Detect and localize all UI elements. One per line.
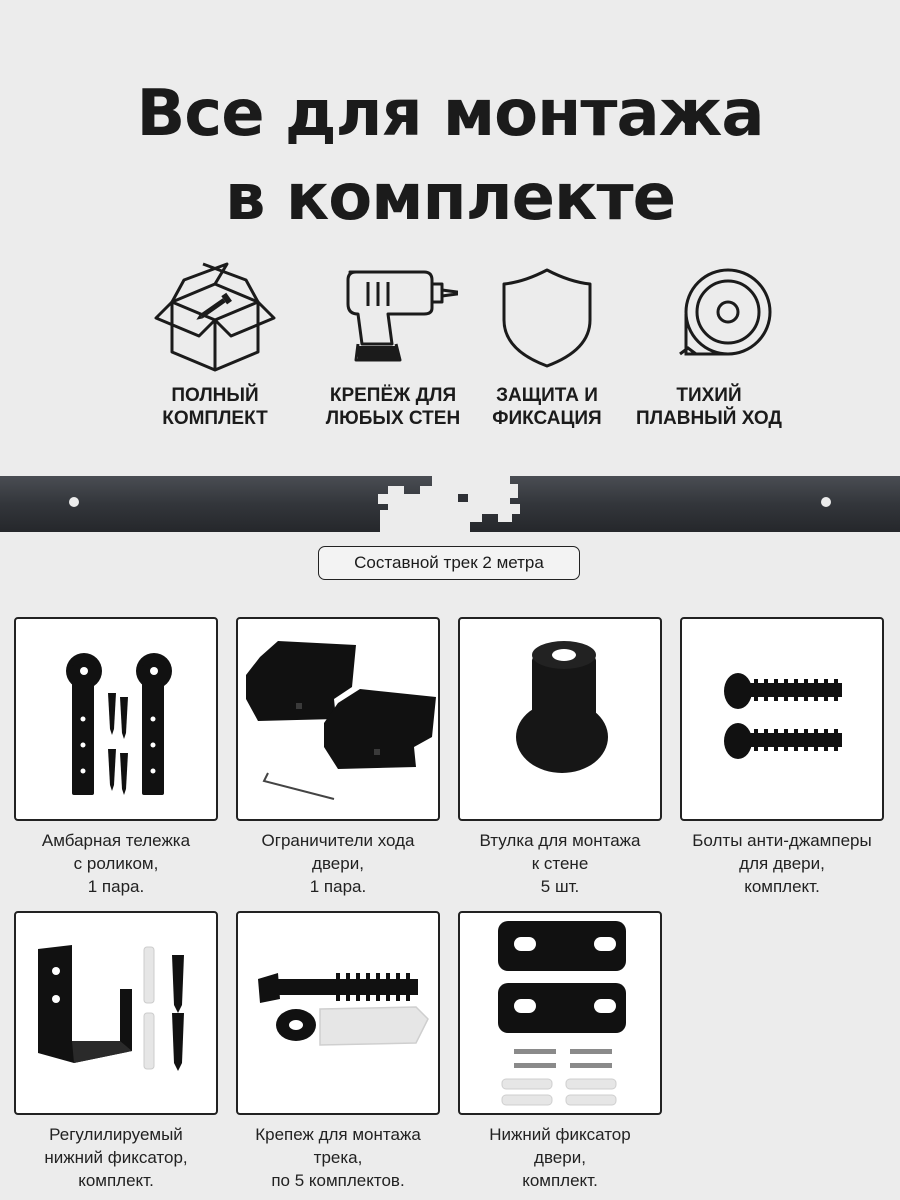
anti-jump-bolts-icon	[682, 619, 882, 819]
track-rail-image	[0, 470, 900, 540]
feature-protection	[462, 262, 632, 430]
feature-label: ЗАЩИТА И ФИКСАЦИЯ	[492, 385, 602, 429]
item-card-barn-roller	[14, 617, 218, 821]
shield-icon	[482, 262, 612, 374]
feature-label: ПОЛНЫЙ КОМПЛЕКТ	[162, 385, 268, 429]
feature-full-kit	[130, 262, 300, 430]
item-card-bottom-guide-plates	[458, 911, 662, 1115]
item-caption: Втулка для монтажа к стене 5 шт.	[479, 831, 641, 896]
tape-roll-icon	[644, 262, 774, 374]
item-caption: Нижний фиксатор двери, комплект.	[489, 1125, 631, 1190]
item-card-anti-jump-bolts	[680, 617, 884, 821]
item-caption: Регулилируемый нижний фиксатор, комплект.	[44, 1125, 188, 1190]
feature-label: КРЕПЁЖ ДЛЯ ЛЮБЫХ СТЕН	[325, 385, 461, 429]
title-line-1: Все для монтажа	[136, 77, 764, 151]
bottom-guide-plates-icon	[460, 913, 660, 1113]
feature-label: ТИХИЙ ПЛАВНЫЙ ХОД	[636, 385, 782, 429]
barn-roller-icon	[16, 619, 216, 819]
item-card-door-stopper	[236, 617, 440, 821]
item-caption: Амбарная тележка с роликом, 1 пара.	[41, 831, 191, 896]
item-card-wall-spacer	[458, 617, 662, 821]
track-caption: Составной трек 2 метра	[318, 546, 580, 580]
wall-spacer-icon	[460, 619, 660, 819]
page-title	[0, 72, 900, 240]
drill-icon	[328, 262, 458, 374]
item-card-floor-guide	[14, 911, 218, 1115]
item-caption: Крепеж для монтажа трека, по 5 комплектов.	[255, 1125, 421, 1190]
item-caption: Ограничители хода двери, 1 пара.	[261, 831, 415, 896]
lag-bolt-anchor-icon	[238, 913, 438, 1113]
box-with-screw-icon	[150, 262, 280, 374]
feature-smooth-motion	[624, 262, 794, 430]
item-card-lag-bolt-anchor	[236, 911, 440, 1115]
title-line-2: в комплекте	[225, 161, 675, 235]
floor-guide-icon	[16, 913, 216, 1113]
item-caption: Болты анти-джамперы для двери, комплект.	[692, 831, 872, 896]
door-stopper-icon	[238, 619, 438, 819]
feature-fasteners	[308, 262, 478, 430]
